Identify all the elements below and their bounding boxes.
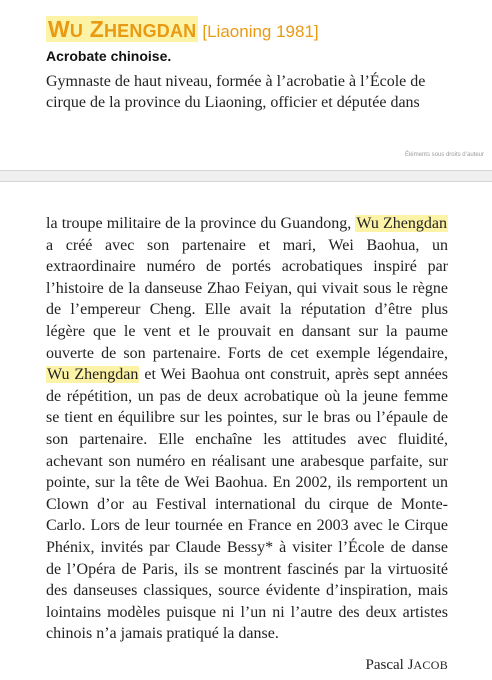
entry-subtitle: Acrobate chinoise. bbox=[46, 48, 172, 64]
intro-paragraph: Gymnaste de haut niveau, formée à l’acrobatie à l’École de cirque de la province du Liaoning, officier et députée dans bbox=[46, 73, 426, 111]
upper-page-fragment bbox=[0, 0, 492, 170]
author-last-rest: ACOB bbox=[413, 658, 448, 672]
body-text-part-2: a créé avec son partenaire et mari, Wei Baohua, un extraordinaire numéro de portés acrobatiques inspiré par l’histoire de la danseuse Zhao Feiyan, qui vivait sous le règne de l’empereur Cheng. Elle avait la réputation d’être plus légère que le vent et le prouvait en dansant sur la paume ouverte de son partenaire. Forts de cet exemple légendaire, bbox=[46, 236, 448, 362]
name-initial-2: Z bbox=[89, 16, 104, 42]
copyright-notice: Éléments sous droits d’auteur bbox=[404, 152, 484, 158]
page-divider bbox=[0, 170, 492, 182]
name-initial-1: W bbox=[48, 16, 70, 42]
highlighted-name-1: Wu Zhengdan bbox=[356, 215, 448, 232]
author-signature bbox=[366, 657, 448, 674]
entry-heading bbox=[46, 16, 319, 43]
author-last-initial: J bbox=[407, 657, 414, 673]
entry-name bbox=[46, 16, 198, 42]
body-paragraph bbox=[46, 213, 448, 645]
body-text-part-1: la troupe militaire de la province du Guandong, bbox=[46, 215, 352, 232]
name-rest-2: HENGDAN bbox=[103, 21, 197, 41]
entry-origin: [Liaoning 1981] bbox=[202, 22, 319, 41]
highlighted-name-2: Wu Zhengdan bbox=[47, 366, 139, 384]
name-rest-1: U bbox=[69, 21, 84, 41]
author-first-name: Pascal bbox=[365, 657, 404, 673]
body-text-part-3: et Wei Baohua ont construit, après sept années de répétition, un pas de deux acrobatique où la jeune femme se tient en équilibre sur les pointes, sur le bras ou l’épaule de son partenaire. Elle enchaîne les attitudes avec fluidité, achevant son numéro en réalisant une arabesque parfaite, sur pointe, sur la tête de Wei Baohua. En 2002, ils remportent un Clown d’or au Festival international du cirque de Monte-Carlo. Lors de leur tournée en France en 2003 avec le Cirque Phénix, invités par Claude Bessy* à visiter l’École de danse de l’Opéra de Paris, ils se montrent fascinés par la virtuosité des danseuses classiques, source évidente d’inspiration, mais lointains modèles puisque ni l’un ni l’autre des deux artistes chinois n’a jamais pratiqué la danse. bbox=[46, 366, 449, 643]
